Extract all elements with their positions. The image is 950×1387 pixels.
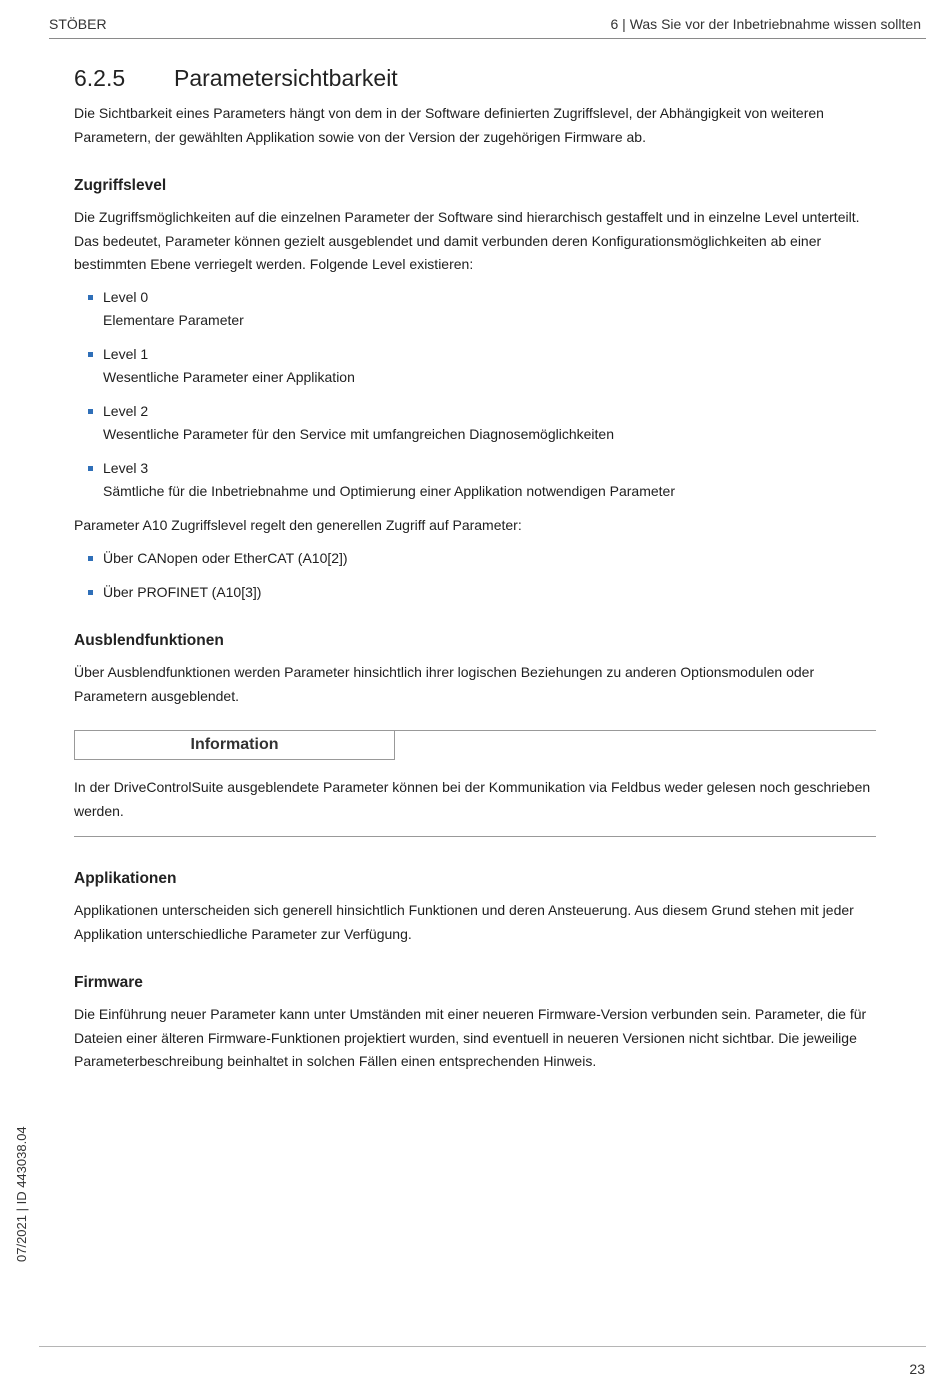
- bullet-square-icon: [88, 556, 93, 561]
- heading-ausblendfunktionen: Ausblendfunktionen: [74, 632, 224, 649]
- access-list: [74, 547, 876, 604]
- zugriffslevel-paragraph: Die Zugriffsmöglichkeiten auf die einzelnen Parameter der Software sind hierarchisch gestaffelt und in einzelne Level unterteilt. Das bedeutet, Parameter können gezielt ausgeblendet und damit verbunden deren Konfigurationsmöglichkeiten ab einer bestimmten Ebene verriegelt werden. Folgende Level existieren:: [74, 209, 860, 272]
- level-title: Level 1: [103, 345, 149, 362]
- page-number: 23: [909, 1361, 925, 1377]
- ausblend-paragraph: Über Ausblendfunktionen werden Parameter hinsichtlich ihrer logischen Beziehungen zu anderen Optionsmodulen oder Parametern ausgeblendet.: [74, 664, 815, 704]
- list-item: [74, 457, 876, 504]
- information-text: In der DriveControlSuite ausgeblendete Parameter können bei der Kommunikation via Feldbus weder gelesen noch geschrieben werden.: [74, 779, 871, 819]
- page-header: [49, 14, 926, 39]
- level-desc: Sämtliche für die Inbetriebnahme und Optimierung einer Applikation notwendigen Parameter: [103, 483, 676, 499]
- list-item: [74, 547, 876, 571]
- intro-paragraph: Die Sichtbarkeit eines Parameters hängt von dem in der Software definierten Zugriffslevel, der Abhängigkeit von weiteren Parametern, der gewählten Applikation sowie von der Version der zugehörigen Firmware ab.: [74, 105, 824, 145]
- level-title: Level 0: [103, 288, 149, 305]
- section-title-text: Parametersichtbarkeit: [174, 65, 398, 91]
- list-item: [74, 286, 876, 333]
- chapter-title: 6 | Was Sie vor der Inbetriebnahme wissen sollten: [610, 16, 921, 32]
- bullet-square-icon: [88, 352, 93, 357]
- document-id-label: 07/2021 | ID 443038.04: [14, 1126, 29, 1262]
- section-title: [74, 62, 876, 94]
- heading-applikationen: Applikationen: [74, 870, 177, 887]
- applikationen-paragraph: Applikationen unterscheiden sich generell hinsichtlich Funktionen und deren Ansteuerung. Aus diesem Grund stehen mit jeder Applikation unterschiedliche Parameter zur Verfügung.: [74, 902, 854, 942]
- bullet-square-icon: [88, 590, 93, 595]
- access-item: Über CANopen oder EtherCAT (A10[2]): [103, 550, 348, 566]
- list-item: [74, 343, 876, 390]
- footer-divider: [39, 1346, 926, 1347]
- level-desc: Wesentliche Parameter einer Applikation: [103, 369, 355, 385]
- list-item: [74, 400, 876, 447]
- level-desc: Elementare Parameter: [103, 312, 244, 328]
- main-content: [74, 62, 876, 1074]
- level-title: Level 3: [103, 459, 149, 476]
- heading-zugriffslevel: Zugriffslevel: [74, 177, 167, 194]
- heading-firmware: Firmware: [74, 974, 143, 991]
- firmware-paragraph: Die Einführung neuer Parameter kann unter Umständen mit einer neueren Firmware-Version verbunden sein. Parameter, die für Dateien einer älteren Firmware-Funktionen projektiert wurden, sind eventuell in neueren Versionen nicht sichtbar. Die jeweilige Parameterbeschreibung beinhaltet in solchen Fällen einen entsprechenden Hinweis.: [74, 1006, 867, 1069]
- access-item: Über PROFINET (A10[3]): [103, 583, 262, 600]
- level-title: Level 2: [103, 402, 149, 419]
- level-desc: Wesentliche Parameter für den Service mit umfangreichen Diagnosemöglichkeiten: [103, 426, 614, 442]
- access-paragraph: Parameter A10 Zugriffslevel regelt den generellen Zugriff auf Parameter:: [74, 516, 522, 533]
- information-block: [74, 730, 876, 837]
- bullet-square-icon: [88, 466, 93, 471]
- bullet-square-icon: [88, 295, 93, 300]
- information-label: Information: [74, 731, 395, 760]
- list-item: [74, 581, 876, 605]
- bullet-square-icon: [88, 409, 93, 414]
- brand-name: STÖBER: [49, 16, 107, 32]
- section-number: 6.2.5: [74, 65, 126, 91]
- level-list: [74, 286, 876, 504]
